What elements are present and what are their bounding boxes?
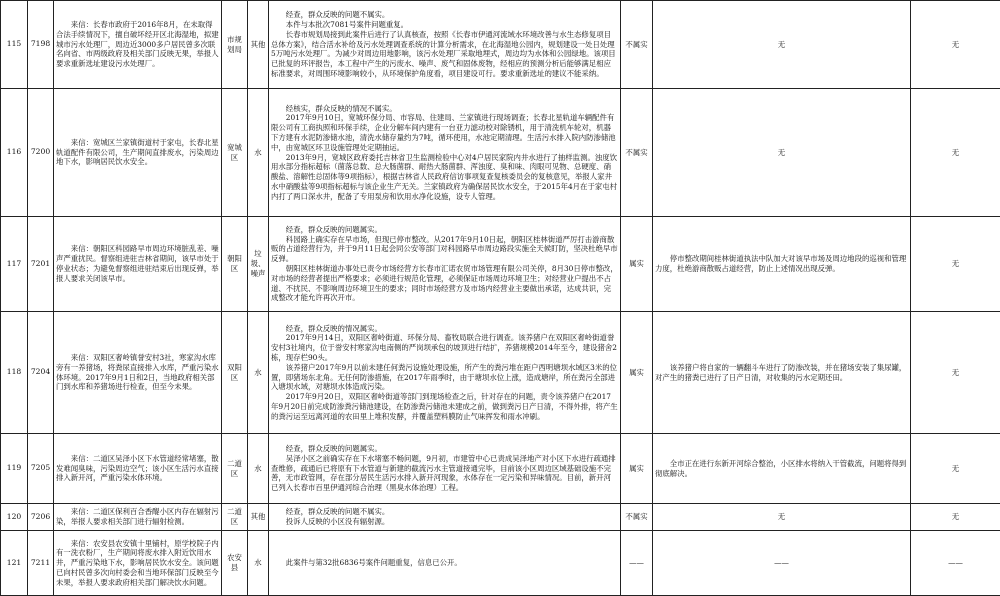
result-paragraph: 朝阳区桂林街道办事处已责令市场经营方长春市汇诺农贸市场管理有限公司关停，8月30日停市整改，对市场的经营者提出严格要求；必须进行规范化管理，必须保证市场周边环境卫生；对经营业户提出不占道、不扰民、不影响周边环境卫生的要求；同时市场经营方及市场内经营业主要做出承诺，达成共识，完成整改才能允许再次开市。 <box>271 264 618 303</box>
table-row <box>1 1 1000 89</box>
result-paragraph: 此案件与第32批6836号案件问题重复，信息已公开。 <box>271 558 618 568</box>
verdict-cell: 属实 <box>621 217 653 312</box>
investigation-result-cell <box>269 312 621 434</box>
result-paragraph: 2017年9月10日，宽城环保分局、市容局、住建局、兰家镇进行现场调查；长春北星轨道车辆配件有限公司有工商执照和环保手续，企业分解车间内建有一台亚力滤动校对除锈机，用于清洗机车轮对，机器下方建有水泥防渗储水池，清洗水储存量约为7吨，循环使用，水池定期清理。生活污水排入院内防渗储池中，由宽城区环卫设施管理处定期抽运。 <box>271 113 618 152</box>
result-paragraph: 本件与本批次7081号案件问题重复。 <box>271 20 618 30</box>
result-paragraph: 经核实，群众反映的情况不属实。 <box>271 104 618 114</box>
case-number-cell: 7198 <box>28 1 54 89</box>
rectification-cell: 该养猪户将自家的一辆翻斗车进行了防渗改装，并在猪场安装了集尿罐，对产生的猪粪已进行了日产日清，对收集的污水定期还田。 <box>653 312 911 434</box>
result-paragraph: 经查，群众反映的问题属实。 <box>271 225 618 235</box>
case-number-cell: 7205 <box>28 434 54 504</box>
rectification-cell: 无 <box>653 1 911 89</box>
complaint-content-cell: 来信：农安县农安镇十里铺村，原学校院子内有一洗衣粉厂，生产期间将废水排入附近饮用水井，严重污染地下水，影响居民饮水安全。该问题已向村民曾多次向村委会和当地环保部门反映至今未果，举报人要求政府相关部门解决饮水问题。 <box>54 531 222 596</box>
rectification-cell: 无 <box>653 504 911 531</box>
complaint-content-cell: 来信：朝阳区科园路早市周边环境脏乱差、噪声严重扰民。督察组进驻吉林省期间，该早市处于停业状态；为避免督察组进驻结束后出现反弹，举报人要求关闭该早市。 <box>54 217 222 312</box>
pollution-type-cell: 水 <box>248 434 269 504</box>
accountability-cell: 无 <box>911 89 1000 217</box>
administrative-area-cell: 宽城区 <box>222 89 248 217</box>
investigation-result-cell <box>269 531 621 596</box>
pollution-type-cell: 其他 <box>248 1 269 89</box>
pollution-type-cell: 水 <box>248 312 269 434</box>
verdict-cell: 属实 <box>621 434 653 504</box>
administrative-area-cell: 二道区 <box>222 504 248 531</box>
seq-cell: 117 <box>1 217 28 312</box>
table-row <box>1 531 1000 596</box>
table-row <box>1 89 1000 217</box>
complaint-content-cell: 来信：长春市政府于2016年8月，在未取得合法手续情况下，擅自破坏经开区北海湿地，拟建城市污水处理厂，周边近3000多户居民曾多次联名向省、市两级政府及相关部门反映无果，举报人要求重新选址建设污水处理厂。 <box>54 1 222 89</box>
pollution-type-cell: 水 <box>248 89 269 217</box>
rectification-cell: —— <box>653 531 911 596</box>
result-paragraph: 长春市规划局接到此案件后进行了认真核查，按照《长春市伊通河流域水环境改善与水生态修复项目总体方案》，结合活水补给及污水处理调查系统的计算分析需求，在北海湿地公园内，规划建设一处日处理5万吨污水处理厂。为减少对周边用地影响，该污水处理厂采取地埋式，周边均为水体和公园绿地。该项目已批复的环评报告，本工程中产生的污废水、噪声、废气和固体废物，经相应的预测分析后能够满足相应标准要求，对周围环境影响较小，从环境保护角度看，项目建设可行。要求重新选址的建议不能采纳。 <box>271 30 618 79</box>
case-number-cell: 7206 <box>28 504 54 531</box>
seq-cell: 115 <box>1 1 28 89</box>
verdict-cell: 不属实 <box>621 504 653 531</box>
result-paragraph: 2017年9月14日，双阳区奢岭街道、环保分局、畜牧局联合进行调查。该养猪户在双阳区奢岭街道誉安村3社境内，位于誉安村寒家沟电南侧的严岗坝承包的坡顶进行结扩，养猪规模2014年至今，建设猪舍2栋，现存栏90头。 <box>271 333 618 362</box>
table-row <box>1 434 1000 504</box>
seq-cell: 120 <box>1 504 28 531</box>
seq-cell: 121 <box>1 531 28 596</box>
result-paragraph: 经查，群众反映的问题属实。 <box>271 444 618 454</box>
investigation-result-cell <box>269 504 621 531</box>
seq-cell: 116 <box>1 89 28 217</box>
administrative-area-cell: 二道区 <box>222 434 248 504</box>
result-paragraph: 2013年9月，宽城区政府委托吉林省卫生监测检验中心对4户居民家院内井水进行了抽样监测。浊度饮用水部分指标超标（菌落总数、总大肠菌群、耐热大肠菌群、浑浊度、臭和味、肉眼可见物、总硬度、硝酸盐、溶解性总固体等9项指标），根据吉林省人民政府信访事项复查复核委员会的复核意见，举报人家井水中硝酸盐等9项指标超标与该企业生产无关。兰家镇政府为确保居民饮水安全，于2015年4月在于家屯村内打了两口深水井，配备了专用泵房和饮用水净化设施，设专人管理。 <box>271 153 618 202</box>
table-row <box>1 504 1000 531</box>
administrative-area-cell: 双阳区 <box>222 312 248 434</box>
administrative-area-cell: 农安县 <box>222 531 248 596</box>
administrative-area-cell: 市规划局 <box>222 1 248 89</box>
administrative-area-cell: 朝阳区 <box>222 217 248 312</box>
complaint-content-cell: 来信：宽城区兰家镇街道村于家屯，长春北星轨道配件有限公司，生产期间直排废水，污染周边地下水，影响居民饮水安全。 <box>54 89 222 217</box>
verdict-cell: 不属实 <box>621 89 653 217</box>
result-paragraph: 该养猪户2017年9月以前未建任何粪污设施处理设施，所产生的粪污堆在距户西明塘坝水域区3米的位置，即猪场东北角。无任何防渗措施，在2017年雨季时，由于塘坝水位上涨，造成塘岸，所在粪污全部进入塘坝水域，对塘坝水体造成污染。 <box>271 363 618 392</box>
result-paragraph: 投诉人反映的小区没有辐射源。 <box>271 517 618 527</box>
accountability-cell: 无 <box>911 434 1000 504</box>
result-paragraph: 吴泽小区之前确实存在下水堵塞不畅问题，9月初，市建管中心已责成吴泽地产对小区下水进行疏通排查维修，疏通后已将原有下水管道与新建的截流污水主管道接通完毕，目前该小区周边区域基础设施不完善，无市政管网，存在部分居民生活污水排入新开河现象，水体存在一定污染和异味情况。目前，新开河已列入长春市百里伊通河综合治理（黑臭水体治理）工程。 <box>271 454 618 493</box>
pollution-type-cell: 水 <box>248 531 269 596</box>
pollution-type-cell: 垃圾、噪声 <box>248 217 269 312</box>
seq-cell: 118 <box>1 312 28 434</box>
table-row <box>1 217 1000 312</box>
complaint-content-cell: 来信：双阳区奢岭镇誉安村3社，寒家沟水库旁有一养猪场，将粪尿直接排入水库，严重污染水体环境。2017年9月1日和2日，当地政府相关部门到水库和养猪场进行检查，但至今未果。 <box>54 312 222 434</box>
rectification-cell: 停市整改期间桂林街道执法中队加大对该早市场及周边地段的巡视和管理力度，杜绝游商散贩占道经营，防止上述情况出现反弹。 <box>653 217 911 312</box>
accountability-cell: 无 <box>911 504 1000 531</box>
complaint-content-cell: 来信：二道区吴泽小区下水管道经常堵塞，散发难闻臭味，污染周边空气；该小区生活污水直接排入新开河，严重污染水体环境。 <box>54 434 222 504</box>
accountability-cell: 无 <box>911 217 1000 312</box>
accountability-cell: 无 <box>911 1 1000 89</box>
result-paragraph: 经查，群众反映的问题不属实。 <box>271 507 618 517</box>
verdict-cell: 不属实 <box>621 1 653 89</box>
investigation-result-cell <box>269 217 621 312</box>
rectification-cell: 全市正在进行东新开河综合整治，小区排水将纳入干管截流，问题将得到彻底解决。 <box>653 434 911 504</box>
case-number-cell: 7201 <box>28 217 54 312</box>
result-paragraph: 经查，群众反映的情况属实。 <box>271 324 618 334</box>
result-paragraph: 科园路上确实存在早市场，但现已停市整改。从2017年9月10日起，朝阳区桂林街道严厉打击游商散贩的占道经营行为，并于9月11日起会同公安等部门对科园路早市周边路段实施全天候盯防，坚决杜绝早市反弹。 <box>271 235 618 264</box>
verdict-cell: 属实 <box>621 312 653 434</box>
table-body <box>1 1 1000 596</box>
case-number-cell: 7200 <box>28 89 54 217</box>
case-number-cell: 7211 <box>28 531 54 596</box>
complaint-content-cell: 来信：二道区保利百合香醍小区内存在辐射污染，举报人要求相关部门进行辐射检测。 <box>54 504 222 531</box>
accountability-cell: 无 <box>911 312 1000 434</box>
investigation-result-cell <box>269 89 621 217</box>
investigation-result-cell <box>269 434 621 504</box>
result-paragraph: 经查，群众反映的问题不属实。 <box>271 10 618 20</box>
investigation-result-cell <box>269 1 621 89</box>
rectification-cell: 无 <box>653 89 911 217</box>
verdict-cell: —— <box>621 531 653 596</box>
seq-cell: 119 <box>1 434 28 504</box>
accountability-cell: —— <box>911 531 1000 596</box>
result-paragraph: 2017年9月20日，双阳区奢岭街道等部门到现场检查之后，针对存在的问题，责令该养猪户在2017年9月20日前完成防渗粪污储池建设，在防渗粪污储池未建成之前，做到粪污日产日清，不得外排，将产生的粪污运至远离河道的农田里上堆积发酵，并覆盖塑料膜防止气味挥发和雨水冲刷。 <box>271 392 618 421</box>
pollution-type-cell: 其他 <box>248 504 269 531</box>
case-number-cell: 7204 <box>28 312 54 434</box>
table-row <box>1 312 1000 434</box>
